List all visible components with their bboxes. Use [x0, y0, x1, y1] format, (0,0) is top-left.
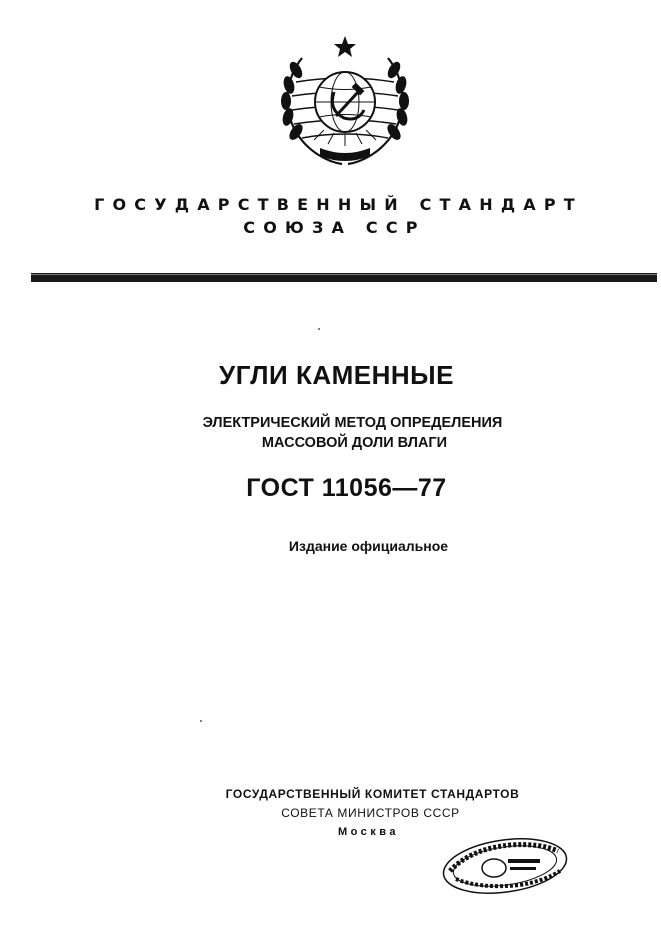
standard-number: ГОСТ 11056—77: [246, 474, 447, 502]
document-subtitle-line1: ЭЛЕКТРИЧЕСКИЙ МЕТОД ОПРЕДЕЛЕНИЯ: [202, 415, 503, 431]
library-stamp-icon: [440, 835, 570, 897]
document-subtitle-line2: МАССОВОЙ ДОЛИ ВЛАГИ: [261, 435, 448, 451]
publisher-city: Москва: [337, 826, 400, 838]
paper-speck: [318, 328, 320, 330]
header-standard-title: ГОСУДАРСТВЕННЫЙ СТАНДАРТ: [94, 195, 583, 214]
paper-speck: [200, 720, 202, 722]
publisher-council: СОВЕТА МИНИСТРОВ СССР: [281, 806, 460, 820]
ussr-state-emblem-icon: [272, 30, 418, 172]
header-union-title: СОЮЗА ССР: [243, 218, 426, 237]
publisher-committee: ГОСУДАРСТВЕННЫЙ КОМИТЕТ СТАНДАРТОВ: [225, 787, 520, 801]
document-title: УГЛИ КАМЕННЫЕ: [219, 360, 454, 390]
horizontal-rule-highlight: [31, 274, 657, 275]
edition-label: Издание официальное: [288, 538, 449, 554]
